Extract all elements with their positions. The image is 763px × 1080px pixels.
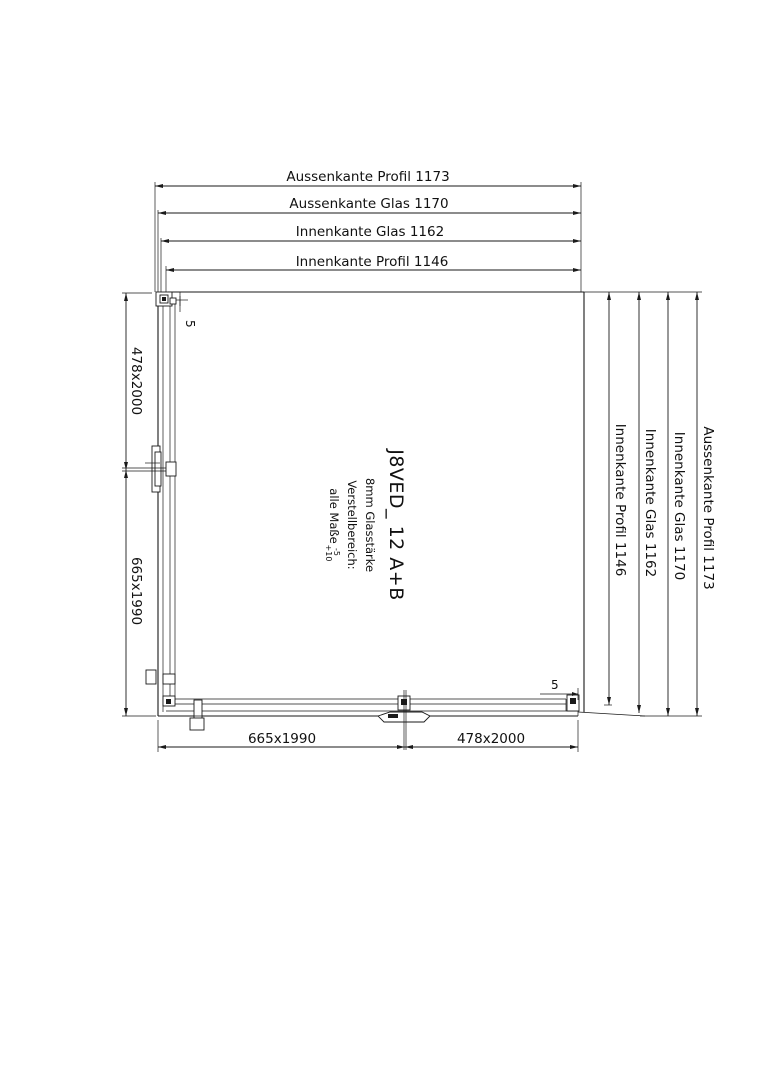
door-handle-left: [122, 446, 176, 492]
hinge-bottom-mid-left: [186, 700, 210, 730]
right-dim-label-4: Aussenkante Profil 1173: [700, 426, 716, 590]
center-notes: [324, 448, 407, 601]
left-dim-label-lower: 665x1990: [128, 556, 144, 626]
bottom-dim-label-right: 478x2000: [456, 731, 526, 747]
glass-thickness-note: 8mm Glasstärke: [363, 477, 377, 573]
tolerance-label: alle Maße: [327, 488, 341, 544]
model-title: J8VED_ 12 A+B: [385, 449, 407, 601]
dim-line-right-1: [607, 292, 611, 705]
right-dim-label-1: Innenkante Profil 1146: [612, 423, 628, 577]
top-dim-label-outer-glass: Aussenkante Glas 1170: [289, 196, 449, 212]
top-dim-label-outer-profile: Aussenkante Profil 1173: [286, 169, 450, 185]
hardware-top-left: [156, 292, 180, 312]
dim-line-right-4: [695, 292, 699, 716]
top-dimension-group: [155, 169, 581, 292]
dim-line-right-3: [666, 292, 670, 716]
tolerance-plus: +10: [324, 544, 333, 562]
left-dim-label-upper: 478x2000: [128, 346, 144, 416]
hinge-bottom-left: [146, 670, 175, 706]
right-dimension-group: [584, 292, 716, 716]
offset-label-top-left: 5: [183, 320, 197, 328]
right-dim-label-3: Innenkante Glas 1170: [671, 431, 687, 581]
right-dim-label-2: Innenkante Glas 1162: [642, 428, 658, 578]
left-dimension-group: [122, 293, 156, 716]
top-dim-label-inner-glass: Innenkante Glas 1162: [295, 224, 445, 240]
tolerance-minus: -5: [332, 548, 341, 556]
bottom-dimension-group: [158, 720, 578, 752]
bottom-dim-label-left: 665x1990: [247, 731, 317, 747]
dim-line-right-2: [637, 292, 641, 713]
adjust-range-note: Verstellbereich:: [345, 480, 359, 570]
offset-label-bottom-right: 5: [551, 678, 559, 692]
top-dim-label-inner-profile: Innenkante Profil 1146: [295, 254, 449, 270]
hardware-bottom-right: [567, 695, 579, 711]
offset-marker-top-left: [176, 296, 197, 328]
